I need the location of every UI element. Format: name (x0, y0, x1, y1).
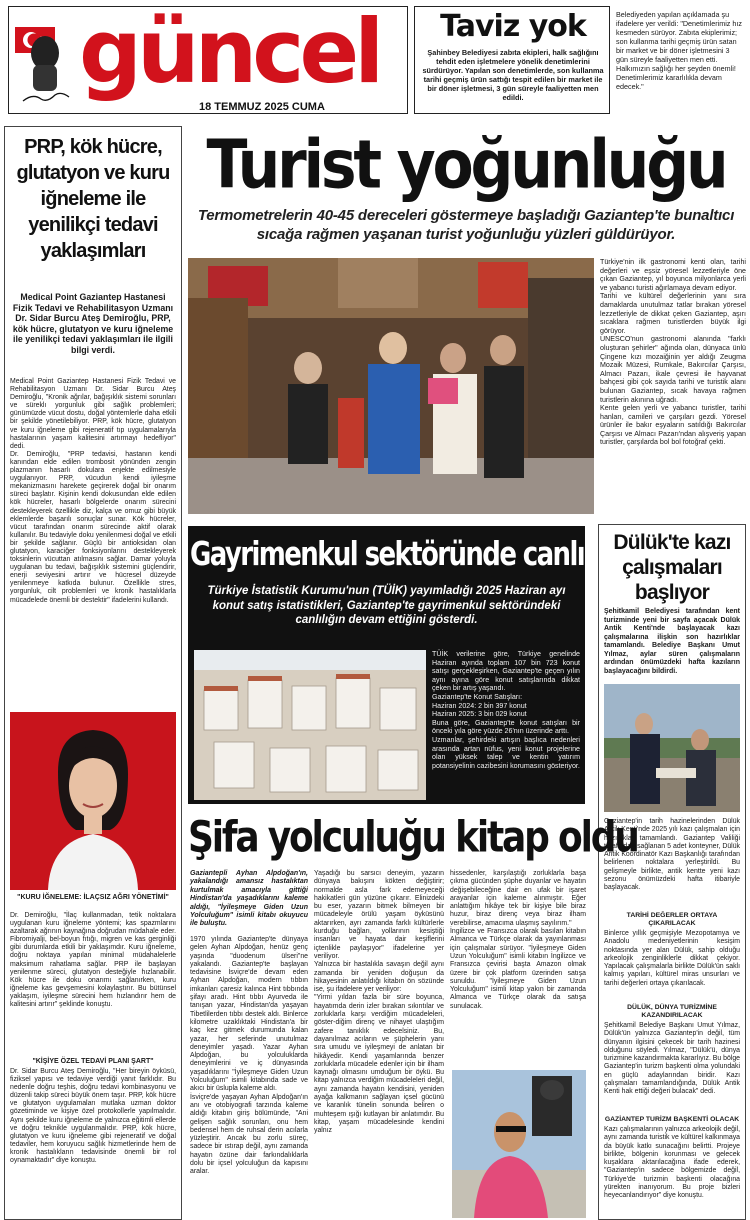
main-headline: Turist yoğunluğu (206, 125, 726, 205)
main-subtitle: Termometrelerin 40-45 dereceleri göstermeye başladığı Gaziantep'te bunaltıcı sıcağa rağmen yaşanan turist yoğunluğu yüzleri güldürüyor. (197, 207, 735, 243)
left-story-frame (4, 126, 182, 1220)
author-portrait-photo (452, 1070, 586, 1218)
book-story-col-1: 1970 yılında Gaziantep'te dünyaya gelen Ayhan Alpdoğan, henüz genç yaşında "duodenum ülseri"ne yakalandı. Gaziantep'te başlayan tedavisine İsviçre'de devam eden Ayhan Alpdoğan, modern tıbbın imkanları çaresiz kalınca Hint tıbbında şifayı aradı. Hint tıbbı Ayurveda ile tanışan yazar, Hindistan'da yaşayan Tibetlilerden tıbbı destek aldı. Binlerce kilometre uzaklıktaki Hindistan'a bir kaç kez gitmek durumunda kalan yazar, her seferinde unutulmaz deneyimler yaşadı. Yazar Ayhan Alpdoğan, bu yolculuklarda deneyimlerini ve iç dünyasında yaşadıklarını "İyileşmeye Giden Uzun Yolculuğum" isimli kitabında sade ve akıcı bir üslupla kaleme aldı. İsviçre'de yaşayan Ayhan Alpdoğan'ın anı ve otobiyografi tarzında kaleme aldığı kitabın giriş bölümünde, "Ani gelişen sağlık sorunları, onu hem bedensel hem de ruhsal derin acılarla yüzleştirir. Ancak bu zorlu süreç, sadece bir ıstırap değil, aynı zamanda hayatın özüne dair farkındalıklarla dolu bir içsel yolculuğun da kapısını aralar. (190, 936, 308, 1176)
dig-story-lead: Şehitkamil Belediyesi tarafından kent turizminde yeni bir sayfa açacak Dülük Antik Kenti'nde başlayacak kazı çalışmalarına ilişkin son hazırlıklar tamamlandı. Belediye Başkanı Umut Yılmaz, aylar süren çalışmaların ardından önümüzdeki hafta kazıların başlayacağını bildirdi. (604, 608, 740, 675)
dig-story-subhead-2: DÜLÜK, DÜNYA TURİZMİNE KAZANDIRILACAK (627, 1004, 717, 1020)
left-story-body-3: Dr. Sidar Burcu Ateş Demiroğlu, "Her bireyin öyküsü, fiziksel yapısı ve tedaviye verdiği yanıt farklıdır. Bu nedenle doğru teşhis, doğru tedavi kombinasyonu ve düzenli takip süreci büyük önem taşır. PRP, kök hücre ve glutatyon uygulamaları mutlaka uzman doktor gözetiminde ve kişiye özel protokollerle yapılmalıdır. Aynı şekilde kuru iğneleme de yalnızca eğitimli ellerde ve doğru teknikle uygulanmalıdır. PRP, kök hücre, glutatyon ve kuru iğneleme gibi rejeneratif ve doğal tedaviler, hem koruyucu sağlık hizmetlerinde hem de kronik hastalıkların tedavisinde önemli bir rol oynamaktadır" diye konuştu. (10, 1068, 176, 1165)
dig-story-body-2: Binlerce yıllık geçmişiyle Mezopotamya ve Anadolu medeniyetlerinin kesişim noktasında yer alan Dülük, sahip olduğu arkeolojik zenginliklerle dikkat çekiyor. Yapılacak çalışmalarla birlikte Dülük'ün saklı kalmış yapıları, kültürel miras unsurları ve tarihi değerleri ortaya çıkarılacak. (604, 930, 740, 987)
dig-story-subhead-3: GAZİANTEP TURİZM BAŞKENTİ OLACAK (604, 1116, 740, 1123)
left-story-lead: Medical Point Gaziantep Hastanesi Fizik Tedavi ve Rehabilitasyon Uzmanı Dr. Sidar Burcu Ateş Demiroğlu, PRP, kök hücre, glutatyon ve kuru iğneleme ile yenilikçi tedavi yaklaşımları ile ilgili bilgi verdi. (12, 292, 174, 355)
top-story-side: Belediyeden yapılan açıklamada şu ifadelere yer verildi: "Denetimlerimiz hız kesmeden sürüyor. Zabıta ekiplerimiz; son kullanma tarihi geçmiş ürün satan bir market ve bir döner işletmesini 3 gün süreyle faaliyetten men etti. Halkımızın sağlığı her şeyden önemli! Denetimlerimiz kararlılıkla devam edecek." (616, 10, 742, 91)
left-story-subhead-2: "KİŞİYE ÖZEL TEDAVİ PLANI ŞART" (32, 1058, 154, 1065)
left-story-body-2: Dr. Demiroğlu, "İlaç kullanmadan, tetik noktalara uygulanan kuru iğneleme yöntemi; kas spazmlarını azaltarak ağrının kaynağına doğrudan müdahale eder. Fibromiyalji, bel-boyun fıtığı, migren ve kas gerginliği gibi durumlarda etkili bir yaklaşımdır. Kuru iğneleme, doğru noktaya yapılan minimal müdahalelerle maksimum rahatlama sağlar. PRP ile başlayan yenilenme süreci, glutatyon desteğiyle hızlanabilir. Kök hücre ile doku onarımı sağlanırken, kuru iğneleme kas gevşemesini kolaylaştırır. Bu bütünsel yaklaşım, iyileşme sürecini hem hızlandırır hem de kalitesini artırır" şeklinde konuştu. (10, 912, 176, 1009)
logo: güncel (79, 0, 380, 103)
housing-aerial-photo (194, 650, 426, 800)
real-estate-subtitle: Türkiye İstatistik Kurumu'nun (TÜİK) yayımladığı 2025 Haziran ayı konut satış istatistikleri, Gaziantep'te gayrimenkul sektöründeki canlılığın devam ettiğini gösterdi. (207, 585, 566, 626)
doctor-portrait-photo (10, 712, 176, 890)
left-story-body-1: Medical Point Gaziantep Hastanesi Fizik Tedavi ve Rehabilitasyon Uzmanı Dr. Sidar Burcu Ateş Demiroğlu, "Kronik ağrılar, bağışıklık sistemi sorunları ve süreklı yorgunluk gibi sağlık problemleri; günümüzde vücut dostu, doğal yöntemlerle daha etkili bir şekilde yönetilebiliyor. PRP, kök hücre, glutatyon ve kuru iğneleme gibi rejeneratif tıp uygulamalarıyla hastalarının yaşam kalitesini artırmayı hedefliyor" dedi. Dr. Demiroğlu, "PRP tedavisi, hastanın kendi kanından elde edilen trombosit yönünden zengin plazmanın hasarlı dokulara enjekte edilmesiyle uygulanıyor. PRP, vücudun kendi iyileşme mekanizmasını harekete geçirerek doğal bir onarım süreci başlatır. Kişinin kendi dokusundan elde edilen kök hücreler, hasarlı bölgelerde onarım sürecini destekleyerek özellikle diz, kalça ve omuz gibi büyük eklemlerde başarılı sonuçlar sunar. Kök hücreler, vücut tarafından onarım sürecinde aktif olarak kullanılır. Bu tedaviyle doku yenilenmesi doğal ve etkili bir şekilde sağlanır. Güçlü bir antioksidan olan glutatyon, karaciğer fonksiyonlarını destekleyerek toksinlerin vücuttan atılmasını sağlar. Damar yoluyla uygulanan bu tedavi, bağışıklık sistemini güçlendirir, enerji seviyesini artırır ve hücresel düzeyde yenilenmeye katkıda bulunur. Özellikle stres, yorgunluk, cilt problemleri ve kronik hastalıklarla mücadelede önemli bir destektir" ifadelerini kullandı. (10, 378, 176, 604)
book-story-col-2: Yaşadığı bu sarsıcı deneyim, yazarın dünyaya bakışını kökten değiştirir; normalde asla fark edemeyeceği hakikatleri gün yüzüne çıkarır. Elinizdeki bu eser, yazarın bitmek bilmeyen bir mücadeleyle örülü yaşam öyküsünü aktarırken, ayrı zamanda farklı kültürlerle kurduğu bağları, yollarının kesiştiği insanları ve hayata dair keşiflerini içtenlikle paylaşıyor" ifadelerine yer veriliyor. Yalnızca bir hastalıkla savaşın değil aynı zamanda bir yeniden doğuşun da hikayesinin anlatıldığı kitabın ön sözünde ise, şu ifadelere yer veriliyor: "Yirmi yıldan fazla bir süre boyunca, hayatımda derin izler bırakan sıkıntılar ve zorluklarla karşı verdiğim mücadeleleri, göster-diğim direnç ve nihayet ulaştığım zafere tanıklık edecelsiniz. Bu, dayanılmaz acıların ve şüphelerin yanı sıra umudu ve iyileşmeyi de anlatan bir hikâyedir. Kendi yaşamlarında benzer zorluklarla mücadele edenler için bir ilham kaynağı olmasını umduğum bir öykü. Bu kitap yalnızca verdiğim mücadeleleri değil, aynı zamanda hayatın kendisini, yeniden ayağa kalkmanın sağlayan içsel gücünü ve karanlık tünelin sonunda beliren o muhteşem ışığı kutlayan bir anlatımdır. Bu kitap, yaşam mücadelesinde kendini yalnız (314, 870, 444, 1135)
issue-date: 18 TEMMUZ 2025 CUMA (199, 101, 325, 113)
dig-story-headline: Dülük'te kazı çalışmaları başlıyor (613, 531, 731, 604)
book-story-lead: Gaziantepli Ayhan Alpdoğan'ın, yakalandığı amansız hastalıktan kurtulmak amacıyla gittiği Hindistan'da yaşadıklarını kaleme aldığı, "İyileşmeye Giden Uzun Yolculuğum" isimli kitabı okuyucu ile buluştu. (190, 870, 308, 928)
ataturk-portrait-icon (13, 13, 81, 109)
dig-story-body-4: Kazı çalışmalarının yalnızca arkeolojik değil, aynı zamanda turistik ve kültürel kalkınmaya da büyük katkı sunacağını belirtti. Projeye birlikte, bölgenin korunması ve gelecek kuşaklara aktarılacağına ifade ederek, "Gaziantep'in sadece bölgemizde değil, Türkiye'de turizmin başkenti olacağına yürekten inanıyorum. Bu proje bizleri heyecanlandırıyor" diye konuştu. (604, 1126, 740, 1200)
masthead (8, 0, 408, 114)
officials-site-photo (604, 684, 740, 812)
main-story-body: Türkiye'nin ilk gastronomi kenti olan, tarihi değerleri ve eşsiz yöresel lezzetleriyle öne çıkan Gaziantep, yıl boyunca milyonlarca yerli ve yabancı turisti ağırlamaya devam ediyor. Tarihi ve kültürel değerlerinin yanı sıra damaklarda unutulmaz tatlar bırakan yöresel lezzetleriyle de dikkat çeken Gaziantep, aşırı sıcaklara rağmen turistlerden büyük ilgi görüyor. UNESCO'nun gastronomi alanında "farklı oluşturan şehirler" ağında olan, dünyaca ünlü Çingene kızı mozaiğinin yer aldığı Zeugma Mozaik Müzesi, Rumkale, Bakırcılar Çarşısı, Almacı Pazarı, ikale çevresi ile hayvanat bahçesi gibi çok sayıda tarihi ve turistik alanı bulunan Gaziantep, sıcak havaya rağmen turistlerin akınına uğradı. Kente gelen yerli ve yabancı turistler, tarihi hanları, camileri ve çarşıları gezdi. Yöresel ürünler ile bakır eşyaların satıldığı Bakırcılar Çarşısı ve Almacı Pazarı'ndan alışveriş yapan turistler, çarşılarda bol bol fotoğraf çekti. (600, 258, 746, 447)
real-estate-body: TÜİK verilerine göre, Türkiye genelinde Haziran ayında toplam 107 bin 723 konut satışı gerçekleşirken, Gaziantep'te geçen yılın aynı ayına göre konut satışlarında dikkat çeken bir artış yaşandı. Gaziantep'te Konut Satışları: Haziran 2024: 2 bin 397 konut Haziran 2025: 3 bin 029 konut Buna göre, Gaziantep'te konut satışları bir önceki yıla göre yüzde 26'nın üzerinde arttı. Uzmanlar, şehirdeki artışın başlıca nedenleri arasında artan nüfus, yeni konut projelerine olan yüksek talep ve kentin yatırım potansiyelinin cazibesini korumasını gösteriyor. (432, 650, 580, 770)
dig-story-subhead-1: TARİHİ DEĞERLER ORTAYA ÇIKARILACAK (626, 912, 718, 928)
top-story-headline: Taviz yok (440, 9, 586, 44)
tourists-market-photo (188, 258, 594, 514)
real-estate-headline: Gayrimenkul sektöründe canlılık (190, 536, 615, 574)
top-story (414, 6, 742, 114)
top-story-lead: Şahinbey Belediyesi zabıta ekipleri, halk sağlığını tehdit eden işletmelere yönelik denetimlerini sürdürüyor. Yapılan son denetimlerde, son kullanma tarihi geçmiş ürün sattığı tespit edilen bir market ile bir döner işletmesi, 3 gün süreyle faaliyetten men edildi. (422, 48, 604, 102)
book-story-col-3: hissedenler, karşılaştığı zorluklarla başa çıkma gücünden şüphe duyanlar ve hayatın değişebileceğine dair en ufak bir işaret arayanlar için kaleme alınmıştır. Eğer anlattığım hikâye tek bir kişiye bile biraz huzur, biraz direnç veya biraz ilham verebilirse, amacıma ulaşmış sayılırım." İngilizce ve Fransızca olarak basılan kitabın Almanca ve Türkçe olarak da yayınlanması için çalışmalar sürüyor. "İyileşmeye Giden Uzun Yolculuğum" isimli kitabın İngilizce ve Fransızca çevirisi başta Amazon olmak üzere bir çok platform üzerinden satışa sunuldu. "İyileşmeye Giden Uzun Yolculuğum" isimli kitap yakın bir zamanda Almanca ve Türkçe olarak da satışa sunulacak. (450, 870, 586, 1010)
left-story-subhead-1: "KURU İĞNELEME: İLAÇSIZ AĞRI YÖNETİMİ" (17, 894, 169, 901)
dig-story-body-3: Şehitkamil Belediye Başkanı Umut Yılmaz, Dülük'ün yalnızca Gaziantep'in değil, tüm dünyanın ilgisini çekecek bir tarih hazinesi olduğunu söyledi. Yılmaz, "Dülük'ü, dünya turizmine kazandırmakta kararlıyız. Bu bölge Gaziantep'in turizm başkenti olma yolundaki en güçlü adaylarından biridir. Kazı çalışmaları tamamlandığında, Dülük Antik Kenti hak ettiği değeri bulacak" dedi. (604, 1022, 740, 1096)
book-story-headline: Şifa yolculuğu kitap oldu (188, 813, 638, 863)
dig-story-body-1: Gaziantep'in tarih hazinelerinden Dülük Antik Kenti'nde 2025 yılı kazı çalışmaları için hazırlıklar tamamlandı. Gaziantep Valiliği tarafından sağlanan 5 adet konteyner, Dülük Antik Koordinatör Kazı Başkanlığı tarafından belirlenen noktalara yerleştirildi. Bu gelişmeyle birlikte, antik kentte yeni kazı sezonu önümüzdeki hafta itibariyle başlayacak. (604, 818, 740, 892)
left-story-headline: PRP, kök hücre, glutatyon ve kuru iğneleme ile yenilikçi tedavi yaklaşımları (16, 136, 170, 262)
